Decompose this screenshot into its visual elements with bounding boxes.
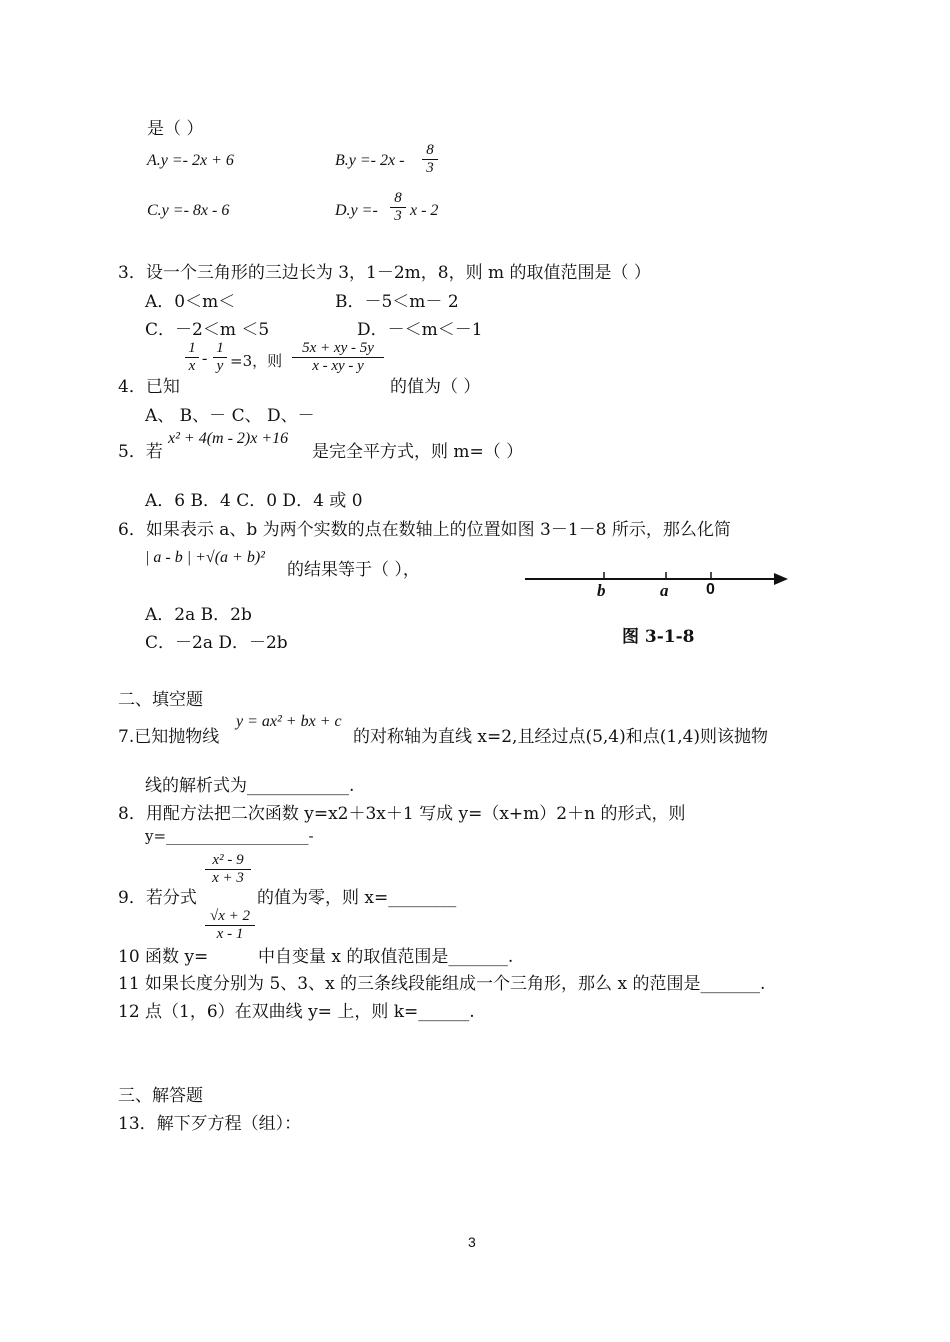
q4-frac1-num: 1 — [188, 340, 196, 356]
q4-expression — [292, 340, 384, 375]
q9-den: x + 3 — [212, 870, 244, 886]
q6-options-ab: A．2a B．2b — [145, 605, 252, 625]
q4-frac-1x — [185, 340, 199, 375]
q2-d-fraction — [390, 190, 406, 225]
q2-option-d: D.y =- — [335, 202, 378, 219]
q4-frac2-den: y — [216, 358, 224, 374]
q4-stem-suffix: 的值为（ ） — [390, 377, 481, 397]
label-b: b — [597, 581, 606, 600]
q2-b-den: 3 — [426, 160, 434, 176]
q4-frac2-num: 1 — [216, 340, 224, 356]
section-fill-in-title: 二、填空题 — [118, 690, 203, 710]
q2-d-den: 3 — [394, 208, 402, 224]
q5-prefix: 5．若 — [118, 442, 163, 462]
q9-prefix: 9．若分式 — [118, 888, 197, 908]
q5-options: A．6 B．4 C．0 D．4 或 0 — [145, 491, 363, 511]
q2-tail: 是（ ） — [147, 119, 204, 139]
q10-suffix: 中自变量 x 的取值范围是_______. — [258, 947, 514, 967]
q4-frac1-den: x — [188, 358, 196, 374]
label-zero: 0 — [706, 581, 715, 598]
q3-stem: 3．设一个三角形的三边长为 3，1－2m，8，则 m 的取值范围是（ ） — [118, 263, 651, 283]
q6-options-cd: C．－2a D．－2b — [145, 633, 288, 653]
q10-fraction — [205, 908, 255, 943]
q4-minus: - — [202, 350, 208, 367]
q7-suffix: 的对称轴为直线 x=2,且经过点(5,4)和点(1,4)则该抛物 — [353, 727, 769, 747]
q4-options: A、 B、－ C、 D、－ — [145, 406, 315, 426]
q3-option-d: D．－＜m＜－1 — [357, 320, 483, 340]
q2-b-num: 8 — [426, 142, 434, 158]
q2-d-num: 8 — [394, 190, 402, 206]
q7-prefix: 7.已知抛物线 — [118, 727, 220, 747]
q4-expr-den: x - xy - y — [312, 358, 364, 374]
number-line-arrow — [774, 573, 788, 585]
q11-text: 11 如果长度分别为 5、3、x 的三条线段能组成一个三角形，那么 x 的范围是_______. — [118, 974, 766, 994]
q4-stem-prefix: 4．已知 — [118, 377, 180, 397]
q6-stem: 6．如果表示 a、b 为两个实数的点在数轴上的位置如图 3－1－8 所示，那么化简 — [118, 520, 731, 540]
q2-b-fraction — [422, 142, 438, 177]
q3-option-b: B．－5＜m－ 2 — [335, 292, 459, 312]
q10-num: √x + 2 — [209, 908, 250, 924]
q10-prefix: 10 函数 y= — [118, 947, 209, 967]
q7-math: y = ax² + bx + c — [236, 713, 342, 730]
q2-option-c: C.y =- 8x - 6 — [147, 202, 230, 219]
q4-expr-num: 5x + xy - 5y — [302, 340, 374, 356]
q3-option-a: A．0＜m＜ — [145, 292, 236, 312]
q2-option-b: B.y =- 2x - — [335, 152, 405, 169]
q2-option-a: A.y =- 2x + 6 — [147, 152, 234, 169]
q4-cond-eq: =3，则 — [230, 352, 283, 370]
q6-suffix: 的结果等于（ ）， — [287, 560, 420, 580]
label-a: a — [660, 581, 669, 600]
q5-math: x² + 4(m - 2)x +16 — [168, 430, 289, 447]
q7-line2: 线的解析式为____________. — [145, 776, 355, 796]
q5-suffix: 是完全平方式，则 m=（ ） — [312, 442, 524, 462]
page-number: 3 — [468, 1234, 476, 1250]
q4-frac-1y — [213, 340, 227, 375]
q2-d-suffix: x - 2 — [410, 202, 439, 219]
figure-caption: 图 3-1-8 — [622, 627, 695, 647]
q8-line1: 8．用配方法把二次函数 y=x2＋3x＋1 写成 y=（x+m）2＋n 的形式，则 — [118, 804, 686, 824]
q3-option-c: C．－2＜m ＜5 — [145, 320, 270, 340]
q8-line2: y=___________________- — [145, 827, 314, 845]
section-answer-title: 三、解答题 — [118, 1086, 203, 1106]
q6-math: | a - b | +√(a + b)² — [145, 549, 265, 566]
q12-text: 12 点（1，6）在双曲线 y= 上，则 k=______. — [118, 1002, 475, 1022]
q13-text: 13．解下歹方程（组）： — [118, 1114, 302, 1134]
q10-den: x - 1 — [216, 926, 244, 942]
q9-fraction — [205, 852, 251, 887]
q9-num: x² - 9 — [212, 852, 244, 868]
q9-suffix: 的值为零，则 x=________ — [257, 888, 457, 908]
number-line-figure — [520, 565, 795, 605]
